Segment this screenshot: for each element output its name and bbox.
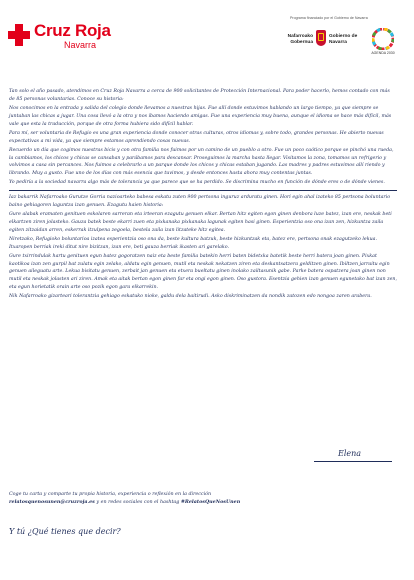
es-paragraph: Tan solo el año pasado, atendimos en Cruz Roja Navarra a cerca de 900 solicitantes de Protección Internacional. Para poder hacerlo, hemos contado con más de 85 personas voluntarias. Conoce su historia: — [9, 89, 390, 102]
government-name-spanish: Gobierno de Navarra — [329, 34, 358, 45]
letter-body — [9, 88, 397, 302]
language-divider — [9, 190, 397, 191]
navarra-shield-icon — [316, 30, 326, 46]
government-name-basque: Nafarroako Gobernua — [287, 34, 313, 45]
brand-name: Cruz Roja — [34, 21, 111, 40]
eu-paragraph: Gure alabak eramaten genituen eskolaren sarreran eta irteeran ezagutu genuen elkar. Bertan hitz egiten egon ginen denbora luze batez, izan ere, neskak beti elkartzen ziren jolasteko. Gauza batek beste ekarri zuen eta pixkanaka pixkanaka lagunak egiten hasi ginen. Esperientzia oso ona izan zen, hizkuntza zaila egiten zitzaidan arren, eskerrak itzulpena zegoela, bestela zaila izan litzateke hitz egitea. — [9, 212, 392, 233]
sdg-wheel-icon — [372, 28, 394, 50]
closing-question: Y tú ¿Qué tienes que decir? — [9, 527, 121, 536]
eu-paragraph: Nik Nafarroako gizarteari tolerantzia gehiago eskatuko nioke, galdu dela baitirudi. Asko diskriminatzen da nondik zatozen edo nongoa zaren arabera. — [9, 294, 372, 300]
hashtag[interactable]: #RelatosQueNosUnen — [180, 498, 241, 505]
eu-paragraph: Iaz bakarrik Nafarroako Gurutze Gorria nazioarteko babesa eskatu zuten 900 pertsona inguruz arduratu ginen. Hori egin ahal izateko 85 pertsona boluntario baino gehiagoren laguntza izan genuen. Ezagutu haien historia: — [9, 195, 391, 208]
es-paragraph: Recuerdo un día que cogimos nuestras bicis y con otra familia nos fuimos por un camino de un pueblo a otro. Fue un poco caótico porque se pinchó una rueda, la cambiamos, los chicos y chicas se cansaban y parábamos para descansar. Proseguimos la marcha hasta llegar. Visitamos la zona, tomamos un refrigerio y volvimos a casa sin percances. Nos fuimos a celebrarlo a un parque donde los chicos y chicas estaban jugando. Las madres y padres estuvimos allí riendo y librando. Muy a gusto. Fue uno de los días con más esencia que tuvimos, y desde entonces hasta ahora muy contentas juntas. — [9, 147, 394, 177]
es-paragraph: Nos conocimos en la entrada y salida del colegio donde llevamos a nuestras hijas. Fue allí donde estuvimos hablando un largo tiempo, ya que siempre se juntaban las chicas a jugar. Una cosa llevó a la otra y nos íbamos haciendo amigas. Fue una experiencia muy buena, aunque el idioma se hace más difícil, más vale que esta la traducción, porque de otra forma hubiera sido difícil hablar. — [9, 105, 392, 127]
red-cross-logo-icon — [8, 24, 30, 46]
invite-connector: y en redes sociales con el hashtag — [94, 499, 181, 505]
es-paragraph: Para mí, ser voluntaria de Refugio es una gran experiencia donde conocer otras culturas, otros idiomas y, sobre todo, grandes personas. He abierto nuevas expectativas a mi vida, ya que siempre estamos aprendiendo cosas nuevas. — [9, 130, 384, 144]
invite-text: Coge tu carta y comparte tu propia historia, experiencia o reflexión en la dirección — [9, 492, 212, 497]
letter-basque — [9, 194, 397, 301]
brand-region: Navarra — [64, 40, 97, 50]
page-header — [0, 0, 414, 80]
contact-email[interactable]: relatosquenosunen@cruzroja.es — [9, 498, 95, 505]
program-note: Programa financiado por el Gobierno de Navarra — [290, 16, 368, 20]
agenda-2030-label: AGENDA 2030 — [371, 51, 395, 55]
signature-line — [314, 461, 392, 462]
eu-paragraph: Niretzako, Refugioko boluntarioa izatea esperientzia oso ona da, beste kultura batzuk, beste hizkuntzak eta, batez ere, pertsona onak ezagutzeko lekua. Itxaropen berriak ireki ditut nire bizitzan, izan ere, beti gauza berriak ikasten ari garelako. — [9, 236, 377, 250]
signature-name: Elena — [338, 449, 362, 458]
es-paragraph: Yo pediría a la sociedad navarra algo más de tolerancia ya que parece que se ha perdido. Se discrimina mucho en función de dónde eres o de dónde vienes. — [9, 180, 385, 186]
footer-invite — [9, 491, 389, 506]
eu-paragraph: Gure txirrindulak hartu genituen egun batez gogoratzen naiz eta beste familia batekin herri baten bidetxka batetik beste herri batera joan ginen. Pixkat kaotikoa izan zen gurpil bat zulatu egin zelako, aldatu egin genuen, mutil eta neskak nekatzen ziren eta deskantsatzera gelditzen ginen. Ibiltzen jarraitu egin genuen aileguatu arte. Lekua bisitatu genuen, zerbait jan genuen eta etxera bueltatu ginen inolako zailtasunik gabe. Parke batera ospatzera joan ginen non mutil eta neskak jolasten ari ziren. Amak eta aitak bertan egon ginen far eta ongi egon ginen. Oso gustora. Esentzia gehien izan genuen egunetako bat izan zen, eta egun horietatik orain arte oso pozik egon gara elkarrekin. — [9, 253, 397, 291]
letter-spanish — [9, 88, 397, 187]
